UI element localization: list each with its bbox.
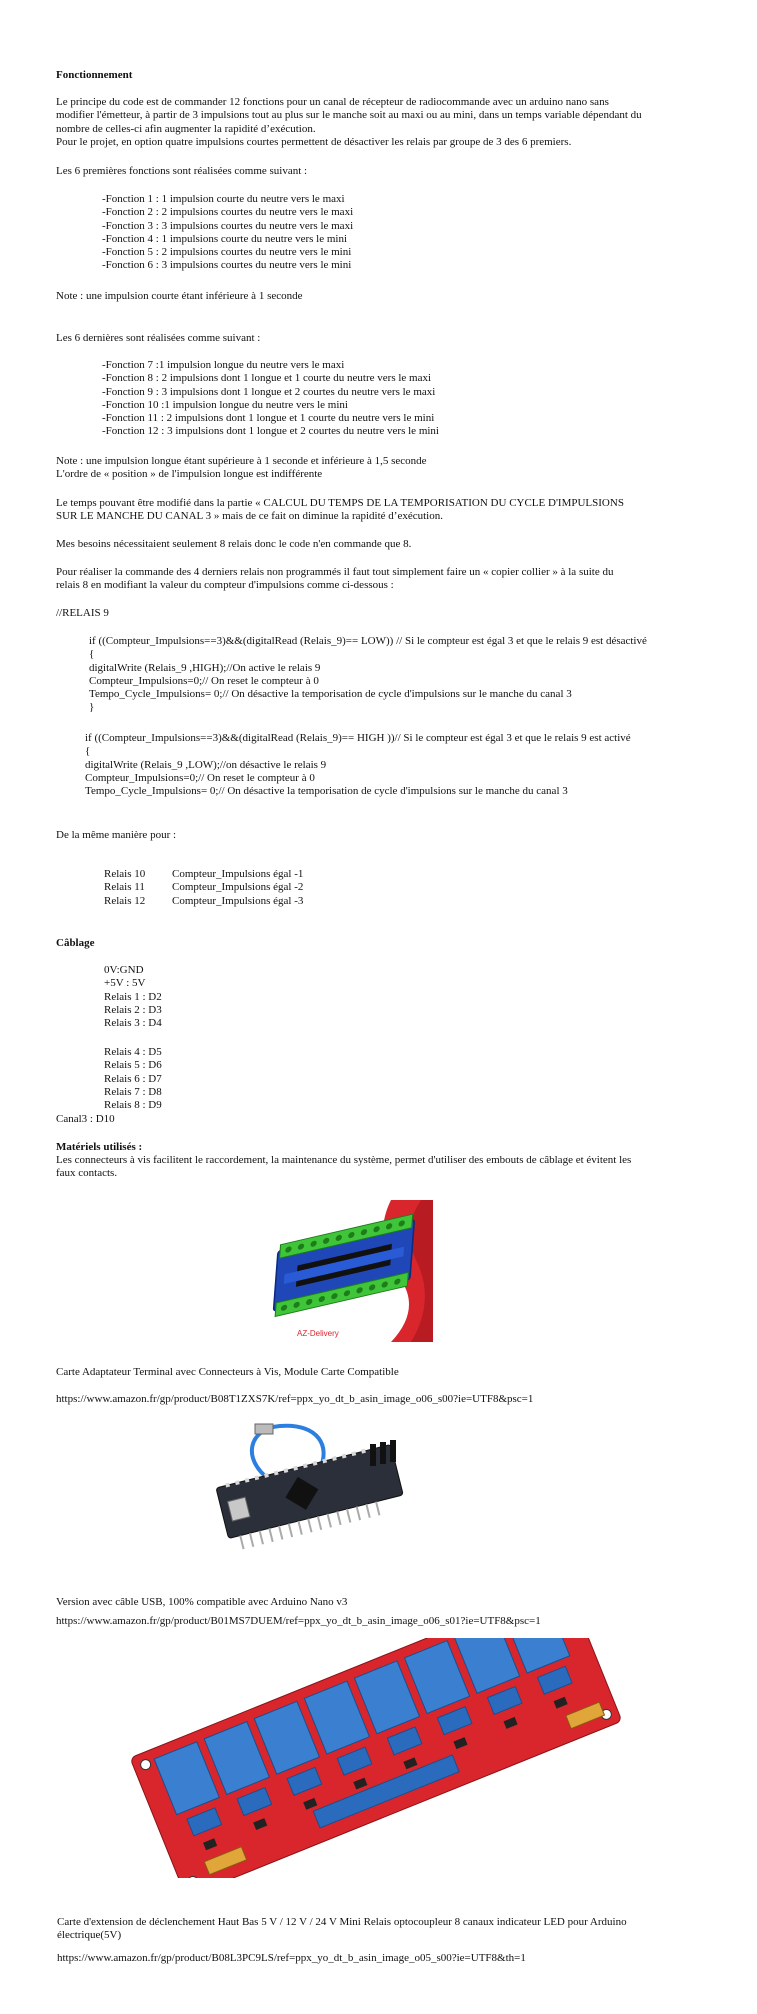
- last6-list: [102, 359, 439, 439]
- relais-row: [104, 881, 303, 894]
- relais9-comment: //RELAIS 9: [56, 607, 109, 619]
- list-item: -Fonction 2 : 2 impulsions courtes du neutre vers le maxi: [102, 206, 354, 219]
- code-line: Tempo_Cycle_Impulsions= 0;// On désactive la temporisation de cycle d'impulsions sur le manche du canal 3: [89, 688, 572, 701]
- cablage-item: Relais 1 : D2: [104, 990, 162, 1003]
- list-item: -Fonction 9 : 3 impulsions dont 1 longue et 2 courtes du neutre vers le maxi: [102, 385, 436, 398]
- last6-heading: Les 6 dernières sont réalisées comme suivant :: [56, 332, 261, 344]
- cablage-item: Relais 3 : D4: [104, 1017, 162, 1030]
- list-item: -Fonction 5 : 2 impulsions courtes du neutre vers le mini: [102, 246, 352, 259]
- code-line: Compteur_Impulsions=0;// On reset le compteur à 0: [89, 674, 319, 687]
- note-long: [56, 455, 427, 482]
- code-line: digitalWrite (Relais_9 ,HIGH);//On active le relais 9: [89, 661, 321, 674]
- materiels-line: Les connecteurs à vis facilitent le raccordement, la maintenance du système, permet d'utiliser des embouts de câblage et évitent les: [56, 1154, 632, 1166]
- timing-line: Le temps pouvant être modifié dans la partie « CALCUL DU TEMPS DE LA TEMPORISATION DU CYCLE D'IMPULSIONS: [56, 497, 624, 509]
- intro-line: Le principe du code est de commander 12 fonctions pour un canal de récepteur de radiocommande avec un arduino nano sans: [56, 96, 609, 108]
- cablage-list-2: [104, 1046, 162, 1112]
- code-line: {: [85, 745, 91, 758]
- code-line: Tempo_Cycle_Impulsions= 0;// On désactive la temporisation de cycle d'impulsions sur le manche du canal 3: [85, 785, 568, 798]
- note-line: Note : une impulsion longue étant supérieure à 1 seconde et inférieure à 1,5 seconde: [56, 455, 427, 467]
- cablage-item: +5V : 5V: [104, 977, 146, 990]
- cablage-list-1: [104, 964, 162, 1030]
- copy-paste-paragraph: [56, 566, 613, 593]
- same-way: De la même manière pour :: [56, 829, 177, 841]
- relais-value: Compteur_Impulsions égal -2: [172, 881, 304, 894]
- canal3: Canal3 : D10: [56, 1113, 115, 1125]
- list-item: -Fonction 8 : 2 impulsions dont 1 longue et 1 courte du neutre vers le maxi: [102, 372, 432, 385]
- timing-line: SUR LE MANCHE DU CANAL 3 » mais de ce fait on diminue la rapidité d’exécution.: [56, 510, 443, 523]
- product1-title: Carte Adaptateur Terminal avec Connecteurs à Vis, Module Carte Compatible: [56, 1366, 399, 1378]
- intro-line: modifier l'émetteur, à partir de 3 impulsions tout au plus sur le manche soit au maxi ou au mini, dans un temps variable dépendant du: [56, 109, 642, 122]
- code-line: {: [89, 648, 95, 661]
- first6-list: [102, 193, 353, 273]
- list-item: -Fonction 11 : 2 impulsions dont 1 longue et 1 courte du neutre vers le mini: [102, 412, 435, 425]
- materiels-line: faux contacts.: [56, 1167, 118, 1180]
- cablage-item: Relais 4 : D5: [104, 1046, 162, 1058]
- first6-heading: Les 6 premières fonctions sont réalisées comme suivant :: [56, 165, 308, 177]
- arduino-nano-image: [210, 1418, 410, 1576]
- intro-line: Pour le projet, en option quatre impulsions courtes permettent de désactiver les relais par groupe de 3 des 6 premiers.: [56, 135, 572, 148]
- relais-name: Relais 11: [104, 881, 145, 894]
- relais-row: [104, 895, 303, 908]
- intro-line: nombre de celles-ci afin augmenter la rapidité d’exécution.: [56, 122, 316, 135]
- cablage-item: Relais 6 : D7: [104, 1072, 162, 1085]
- product2-url[interactable]: https://www.amazon.fr/gp/product/B01MS7DUEM/ref=ppx_yo_dt_b_asin_image_o06_s01?ie=UTF8&psc=1: [56, 1615, 541, 1627]
- list-item: -Fonction 10 :1 impulsion longue du neutre vers le mini: [102, 398, 348, 411]
- product2-title: Version avec câble USB, 100% compatible avec Arduino Nano v3: [56, 1596, 348, 1608]
- cablage-item: Relais 2 : D3: [104, 1003, 162, 1016]
- relay-board-image: [120, 1638, 630, 1878]
- list-item: -Fonction 12 : 3 impulsions dont 1 longue et 2 courtes du neutre vers le mini: [102, 425, 439, 438]
- relais-table: [104, 868, 303, 908]
- relays-needed: Mes besoins nécessitaient seulement 8 relais donc le code n'en commande que 8.: [56, 538, 412, 550]
- relais-name: Relais 10: [104, 868, 146, 880]
- product3-title: [57, 1916, 627, 1943]
- terminal-adapter-image: [251, 1200, 433, 1342]
- copy-paste-line: Pour réaliser la commande des 4 derniers relais non programmés il faut tout simplement faire un « copier collier » à la suite du: [56, 566, 614, 578]
- product3-title-line: Carte d'extension de déclenchement Haut Bas 5 V / 12 V / 24 V Mini Relais optocoupleur 8 canaux indicateur LED pour Arduino: [57, 1916, 627, 1928]
- list-item: -Fonction 1 : 1 impulsion courte du neutre vers le maxi: [102, 193, 345, 205]
- list-item: -Fonction 7 :1 impulsion longue du neutre vers le maxi: [102, 359, 345, 371]
- heading-fonctionnement: Fonctionnement: [56, 69, 133, 81]
- cablage-item: Relais 7 : D8: [104, 1085, 162, 1098]
- code-block-2: [85, 732, 631, 798]
- heading-materiels: Matériels utilisés :: [56, 1141, 143, 1153]
- cablage-item: Relais 5 : D6: [104, 1059, 162, 1072]
- cablage-item: 0V:GND: [104, 964, 144, 976]
- note-line: L'ordre de « position » de l'impulsion longue est indifférente: [56, 468, 323, 481]
- heading-cablage: Câblage: [56, 937, 95, 949]
- relais-name: Relais 12: [104, 894, 146, 907]
- list-item: -Fonction 3 : 3 impulsions courtes du neutre vers le maxi: [102, 219, 354, 232]
- az-delivery-logo: AZ-Delivery: [297, 1329, 339, 1338]
- code-line: }: [89, 701, 95, 714]
- product1-url[interactable]: https://www.amazon.fr/gp/product/B08T1ZXS7K/ref=ppx_yo_dt_b_asin_image_o06_s00?ie=UTF8&psc=1: [56, 1393, 534, 1405]
- copy-paste-line: relais 8 en modifiant la valeur du compteur d'impulsions comme ci-dessous :: [56, 579, 394, 592]
- product3-url[interactable]: https://www.amazon.fr/gp/product/B08L3PC9LS/ref=ppx_yo_dt_b_asin_image_o05_s00?ie=UTF8&th=1: [57, 1952, 526, 1964]
- code-block-1: [89, 635, 647, 715]
- cablage-item: Relais 8 : D9: [104, 1099, 162, 1112]
- intro-paragraph: [56, 96, 642, 149]
- code-line: digitalWrite (Relais_9 ,LOW);//on désactive le relais 9: [85, 758, 327, 771]
- relais-row: [104, 868, 303, 881]
- list-item: -Fonction 4 : 1 impulsions courte du neutre vers le mini: [102, 232, 348, 245]
- relais-value: Compteur_Impulsions égal -3: [172, 894, 304, 907]
- code-line: if ((Compteur_Impulsions==3)&&(digitalRead (Relais_9)== HIGH ))// Si le compteur est égal 3 et que le relais 9 est activé: [85, 732, 631, 744]
- note-short: Note : une impulsion courte étant inférieure à 1 seconde: [56, 290, 303, 302]
- timing-paragraph: [56, 497, 624, 524]
- materiels-paragraph: [56, 1154, 631, 1181]
- product3-title-line: électrique(5V): [57, 1929, 122, 1942]
- relais-value: Compteur_Impulsions égal -1: [172, 868, 304, 880]
- list-item: -Fonction 6 : 3 impulsions courtes du neutre vers le mini: [102, 259, 352, 272]
- code-line: if ((Compteur_Impulsions==3)&&(digitalRead (Relais_9)== LOW)) // Si le compteur est égal 3 et que le relais 9 est désactivé: [89, 635, 647, 647]
- code-line: Compteur_Impulsions=0;// On reset le compteur à 0: [85, 771, 315, 784]
